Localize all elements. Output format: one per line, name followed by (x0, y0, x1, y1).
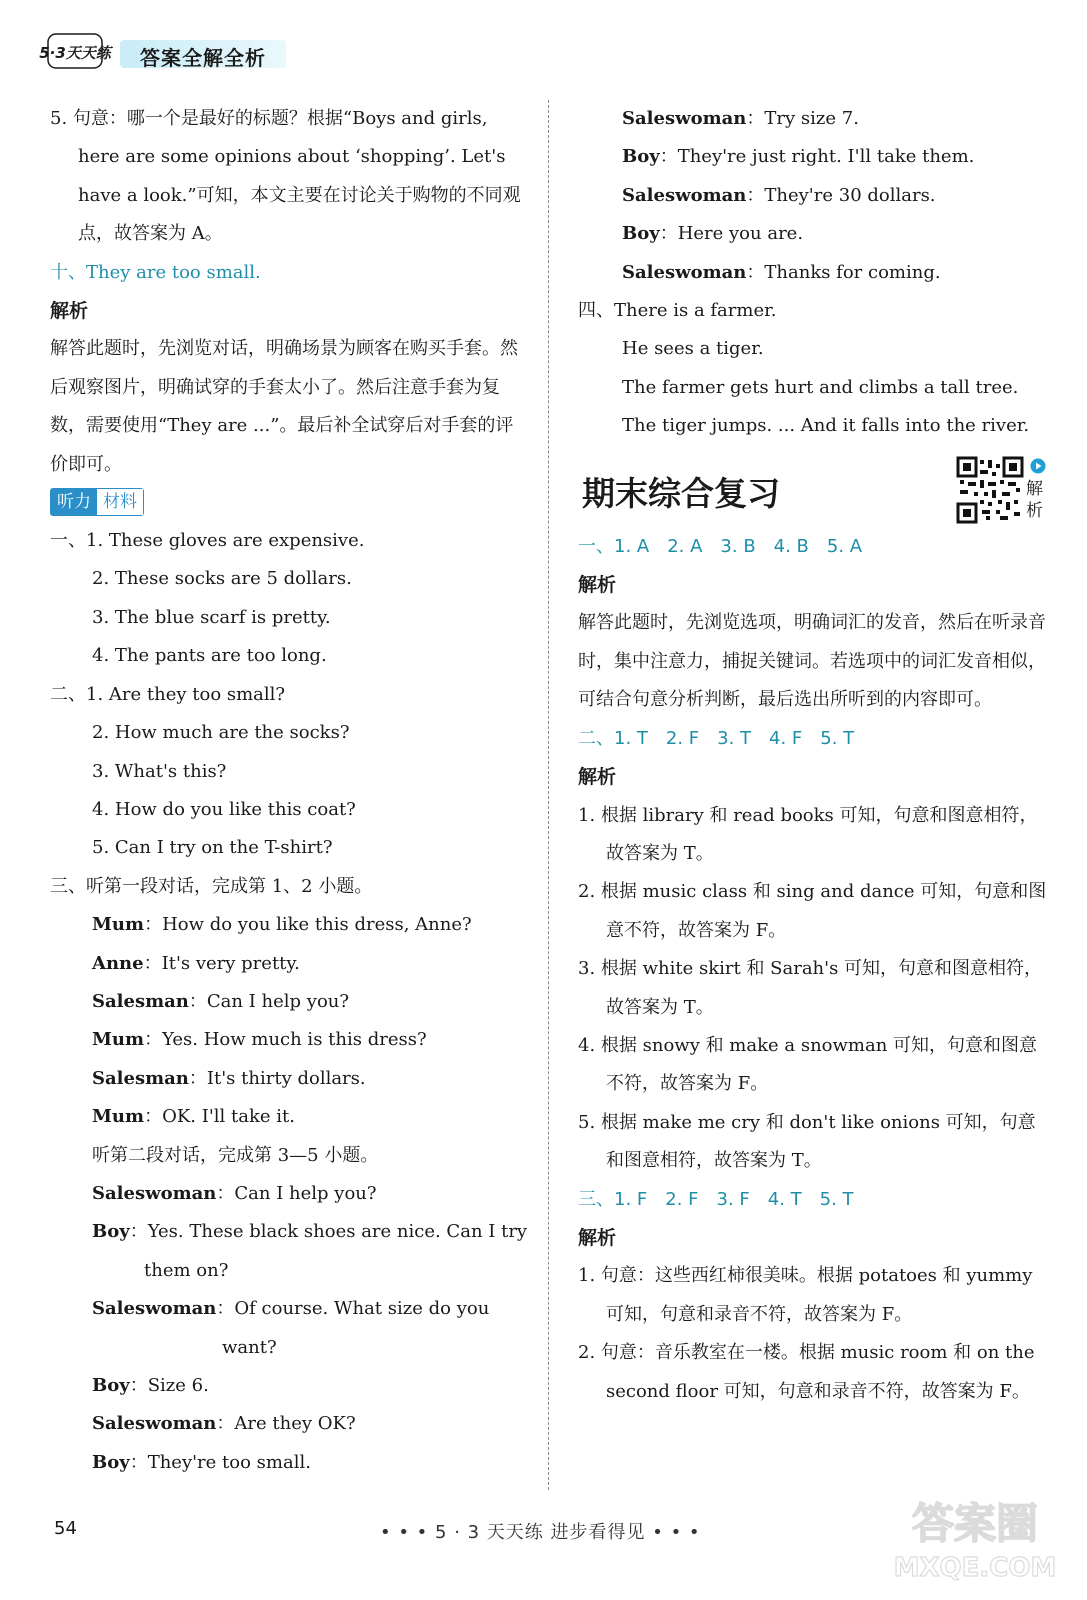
watermark-logo (886, 1486, 1064, 1586)
dialogue-continued (578, 100, 1048, 292)
brand-logo (39, 28, 111, 74)
jiexi-heading: 解析 (578, 1226, 617, 1249)
listening-section-1 (50, 522, 530, 676)
dialogue-line: Saleswoman：Try size 7. (622, 108, 859, 129)
dialogue-line: Saleswoman：Can I help you? (92, 1182, 377, 1204)
dialogue-line: Saleswoman：Thanks for coming. (622, 261, 941, 283)
answers-part-2: 二、1. T 2. F 3. T 4. F 5. T (578, 727, 855, 749)
dialogue-line: Anne：It's very pretty. (92, 952, 300, 974)
list-item: 4. 根据 snowy 和 make a snowman 可知，句意和图意不符，故答案为 F。 (578, 1034, 1038, 1095)
listening-material-badge: 听力 材料 (50, 488, 144, 516)
listening-section-2 (50, 676, 530, 868)
listening-section-3 (50, 868, 530, 1483)
list-item: 二、1. Are they too small? (50, 683, 286, 705)
list-item: 5. Can I try on the T-shirt? (92, 837, 333, 859)
header-title: 答案全解全析 (140, 46, 266, 70)
list-item: 2. 句意：音乐教室在一楼。根据 music room 和 on the second floor 可知，句意和录音不符，故答案为 F。 (578, 1342, 1035, 1402)
list-item: 四、There is a farmer. (578, 300, 777, 322)
list-item: He sees a tiger. (622, 338, 764, 360)
dialogue-intro: 听第二段对话，完成第 3—5 小题。 (92, 1144, 379, 1166)
list-item: The farmer gets hurt and climbs a tall tree. (622, 376, 1019, 398)
dialogue-line: Boy：They're too small. (92, 1451, 311, 1473)
dialogue-line: Mum：Yes. How much is this dress? (92, 1029, 427, 1051)
list-item: 一、1. These gloves are expensive. (50, 530, 365, 552)
section-title: 期末综合复习 (582, 473, 780, 513)
dialogue-intro: 三、听第一段对话，完成第 1、2 小题。 (50, 875, 373, 897)
dialogue-line: Saleswoman：Are they OK? (92, 1413, 356, 1435)
dialogue-line: Boy：Size 6. (92, 1375, 209, 1396)
page-header (39, 22, 306, 82)
answers-part-3: 三、1. F 2. F 3. F 4. T 5. T (578, 1188, 854, 1210)
list-item: 4. The pants are too long. (92, 645, 327, 667)
jiexi-heading: 解析 (50, 300, 89, 323)
dialogue-line: Saleswoman：Of course. What size do you want? (92, 1298, 490, 1358)
jiexi-heading: 解析 (578, 574, 617, 597)
play-icon[interactable] (1030, 458, 1046, 474)
section-ten-explanation: 解答此题时，先浏览对话，明确场景为顾客在购买手套。然后观察图片，明确试穿的手套太小了。然后注意手套为复数，需要使用“They are ...”。最后补全试穿后对手套的评价即可。 (50, 338, 518, 475)
section-ten-answer: 十、They are too small. (50, 261, 261, 283)
part-1-explanation: 解答此题时，先浏览选项，明确词汇的发音，然后在听录音时，集中注意力，捕捉关键词。若选项中的词汇发音相似，可结合句意分析判断，最后选出所听到的内容即可。 (578, 612, 1046, 711)
list-item: 3. 根据 white skirt 和 Sarah's 可知，句意和图意相符，故答案为 T。 (578, 958, 1043, 1018)
qr-label: 解析 (1026, 479, 1043, 521)
dialogue-line: Mum：How do you like this dress, Anne? (92, 914, 472, 936)
watermark-line2: MXQE.COM (893, 1553, 1057, 1583)
list-item: The tiger jumps. ... And it falls into the river. (622, 415, 1030, 437)
list-item: 2. These socks are 5 dollars. (92, 568, 352, 590)
watermark-line1: 答案圈 (911, 1499, 1039, 1548)
dialogue-line: Saleswoman：They're 30 dollars. (622, 184, 936, 206)
jiexi-heading: 解析 (578, 766, 617, 789)
column-divider (548, 100, 549, 1490)
q5-explanation: 5. 句意：哪一个是最好的标题？根据“Boys and girls, here are some opinions about ‘shopping’. Let's have a look.”可知，本文主要在讨论关于购物的不同观点，故答案为 A。 (50, 108, 521, 245)
list-item: 3. What's this? (92, 760, 227, 782)
dialogue-line: Salesman：Can I help you? (92, 990, 350, 1012)
answers-part-1: 一、1. A 2. A 3. B 4. B 5. A (578, 535, 863, 557)
dialogue-line: Mum：OK. I'll take it. (92, 1106, 295, 1128)
right-column (578, 100, 1048, 1411)
page-number: 54 (54, 1518, 77, 1539)
list-item: 2. How much are the socks? (92, 722, 350, 744)
list-item: 5. 根据 make me cry 和 don't like onions 可知，句意和图意相符，故答案为 T。 (578, 1111, 1036, 1172)
dialogue-line: Boy：Yes. These black shoes are nice. Can I try them on? (92, 1221, 528, 1281)
footer-slogan: • • • 5 · 3 天天练 进步看得见 • • • (380, 1522, 701, 1543)
list-item: 4. How do you like this coat? (92, 798, 356, 820)
list-item: 2. 根据 music class 和 sing and dance 可知，句意和图意不符，故答案为 F。 (578, 881, 1047, 941)
qr-code-icon[interactable] (956, 456, 1024, 524)
dialogue-line: Boy：Here you are. (622, 223, 804, 245)
listening-section-4 (578, 292, 1048, 446)
list-item: 3. The blue scarf is pretty. (92, 606, 331, 628)
left-column (50, 100, 530, 1482)
logo-text: 5·3天天练 (39, 44, 111, 62)
dialogue-line: Salesman：It's thirty dollars. (92, 1067, 366, 1089)
list-item: 1. 句意：这些西红柿很美味。根据 potatoes 和 yummy 可知，句意和录音不符，故答案为 F。 (578, 1265, 1033, 1325)
dialogue-line: Boy：They're just right. I'll take them. (622, 146, 975, 168)
list-item: 1. 根据 library 和 read books 可知，句意和图意相符，故答案为 T。 (578, 804, 1038, 864)
